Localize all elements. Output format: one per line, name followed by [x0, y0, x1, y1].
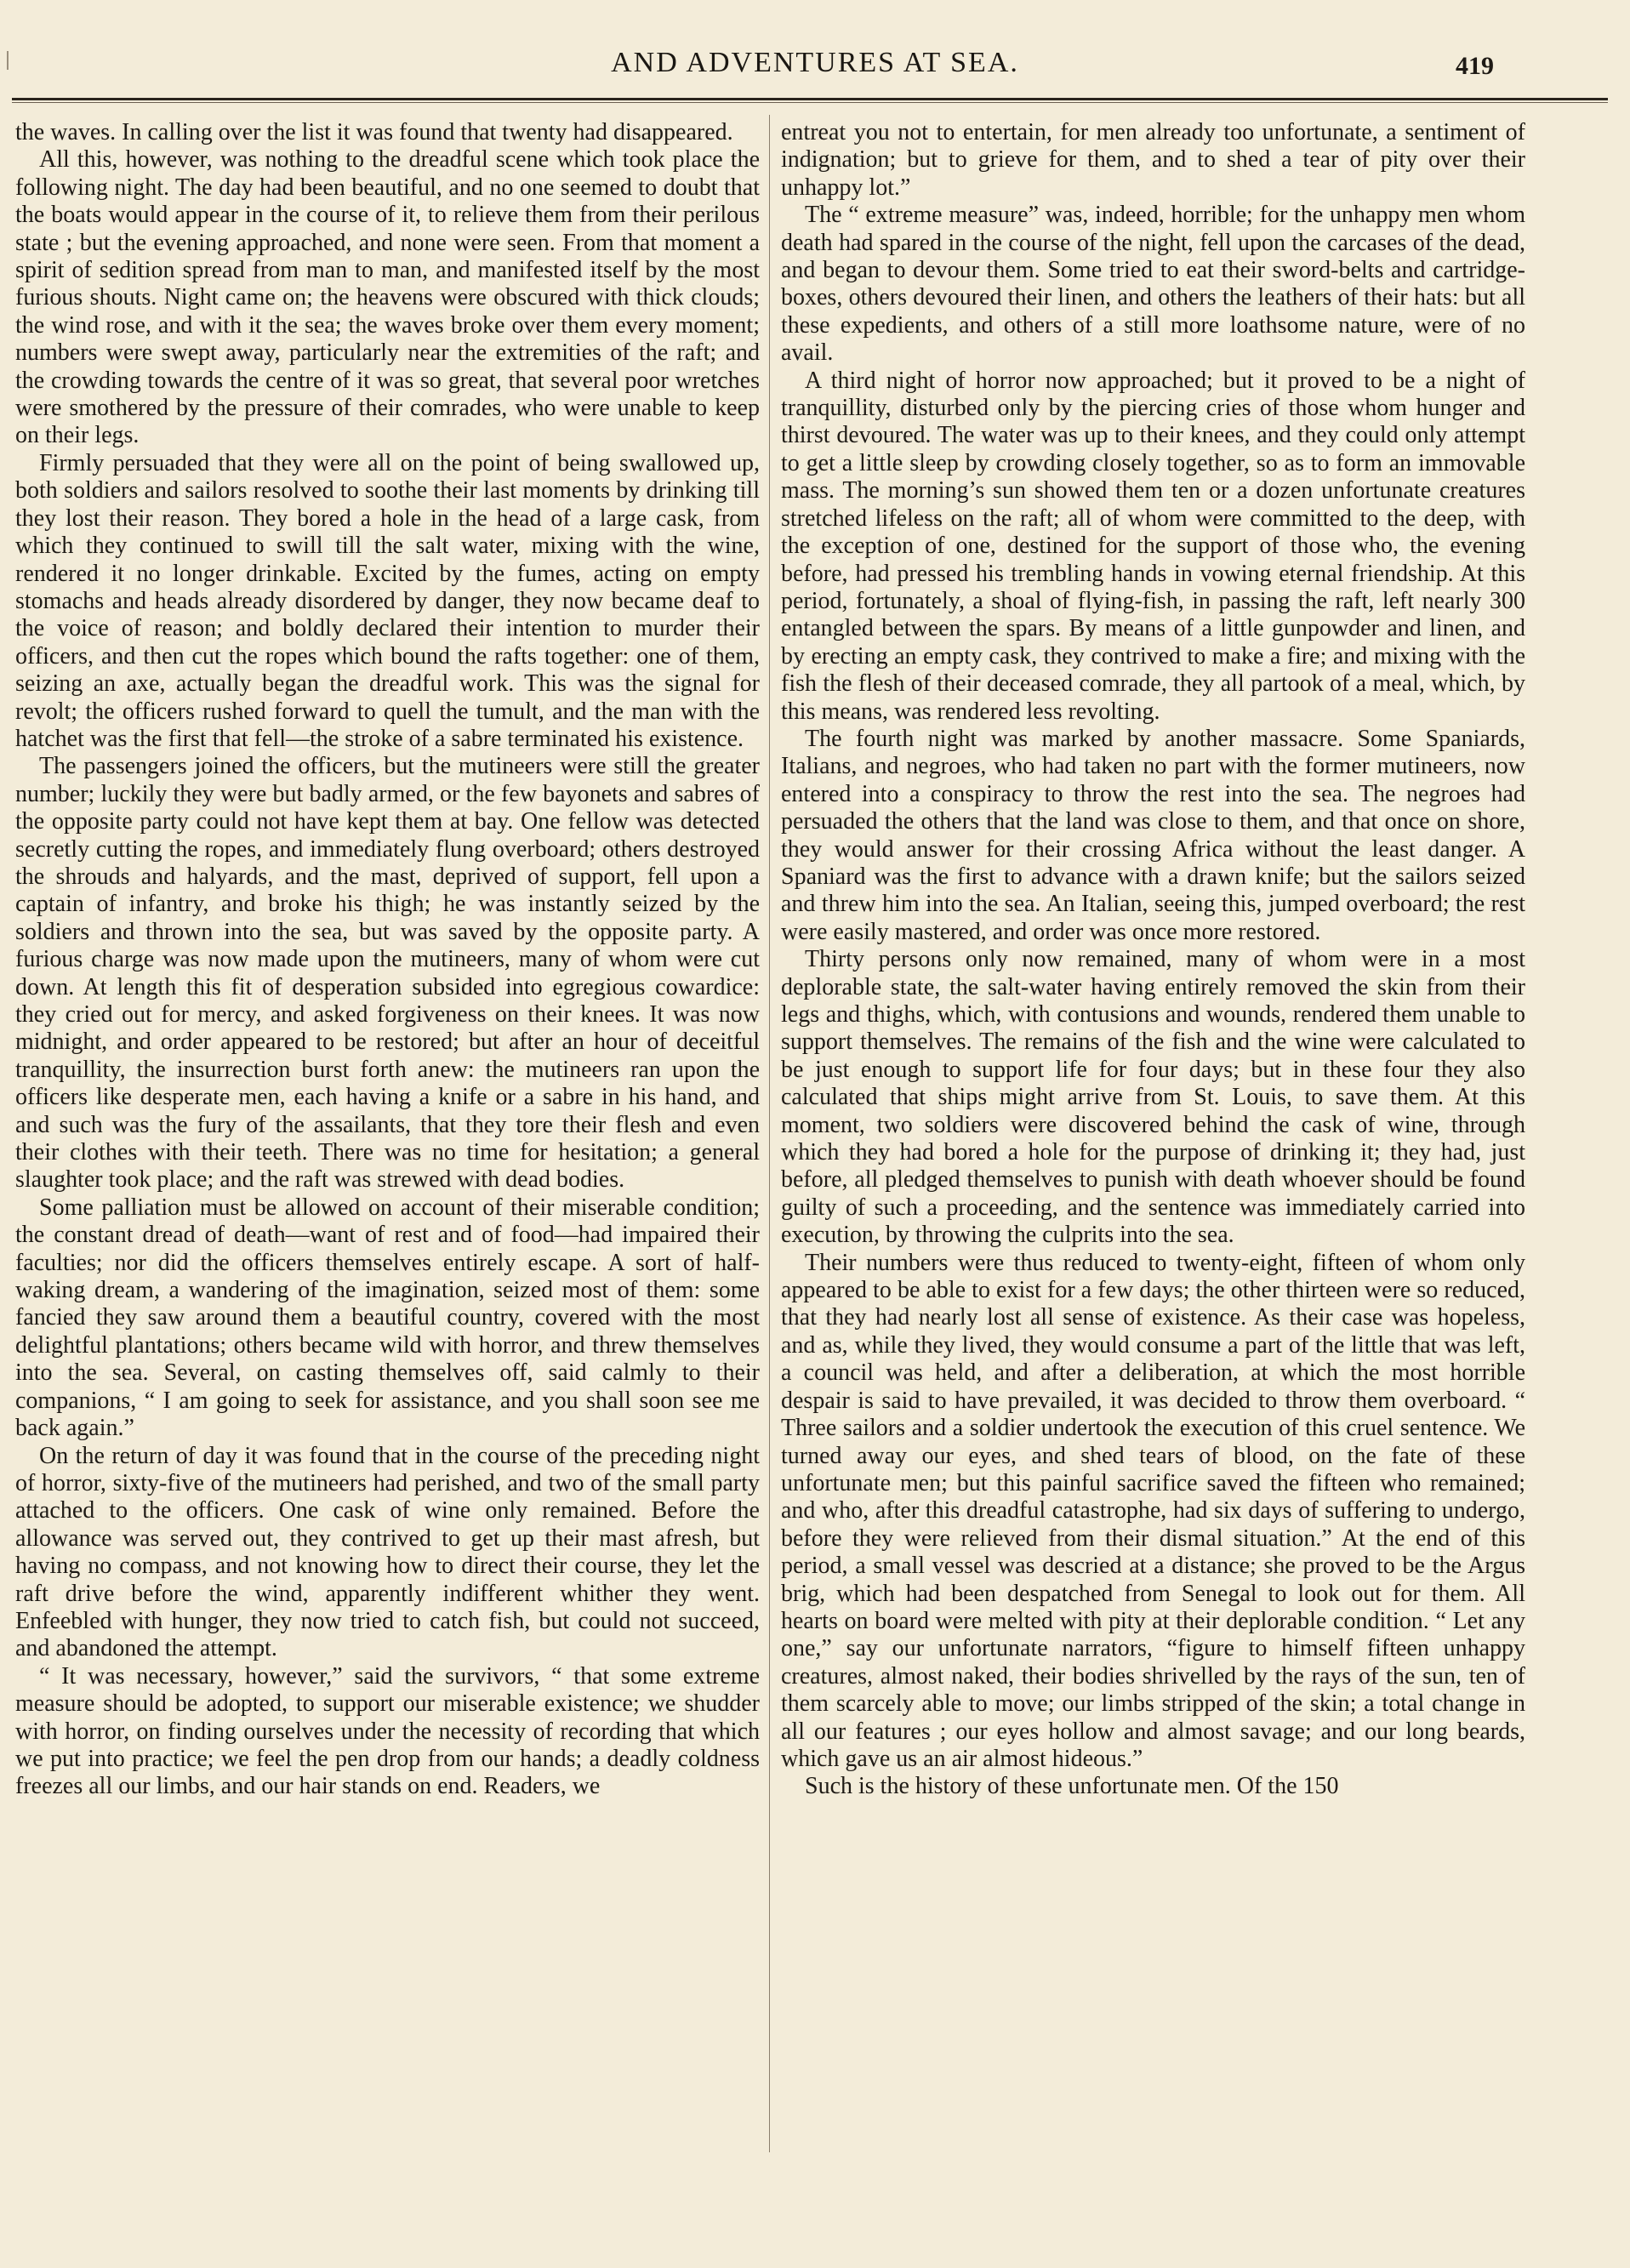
paragraph: The fourth night was marked by another massacre. Some Spaniards, Italians, and negroes, who had taken no part with the former mutineers, now entered into a conspiracy to throw the rest into the sea. The negroes had persuaded the others that the land was close to them, and that once on shore, they would answer for their crossing Africa without the least danger. A Spaniard was the first to advance with a drawn knife; but the sailors seized and threw him into the sea. An Italian, seeing this, jumped overboard; the rest were easily mastered, and order was once more restored. — [781, 725, 1525, 945]
left-column — [15, 119, 760, 2152]
header-rule-thin — [12, 102, 1608, 103]
paragraph: A third night of horror now approached; but it proved to be a night of tranquillity, disturbed only by the piercing cries of those whom hunger and thirst devoured. The water was up to their knees, and they could only attempt to get a little sleep by crowding closely together, so as to form an immovable mass. The morning’s sun showed them ten or a dozen unfortunate creatures stretched lifeless on the raft; all of whom were committed to the deep, with the exception of one, destined for the support of those who, the evening before, had pressed his trembling hands in vowing eternal friendship. At this period, fortunately, a shoal of flying-fish, in passing the raft, left nearly 300 entangled between the spars. By means of a little gunpowder and linen, and by erecting an empty cask, they contrived to make a fire; and mixing with the fish the flesh of their deceased comrade, they all partook of a meal, which, by this means, was rendered less revolting. — [781, 367, 1525, 725]
paragraph: Some palliation must be allowed on account of their miserable condition; the constant dread of death—want of rest and of food—had impaired their faculties; nor did the officers themselves entirely escape. A sort of half-waking dream, a wandering of the imagination, seized most of them: some fancied they saw around them a beautiful country, covered with the most delightful plantations; others became wild with horror, and threw themselves into the sea. Several, on casting themselves off, said calmly to their companions, “ I am going to seek for assistance, and you shall soon see me back again.” — [15, 1194, 760, 1442]
paragraph: entreat you not to entertain, for men already too unfortunate, a sentiment of indignation; but to grieve for them, and to shed a tear of pity over their unhappy lot.” — [781, 119, 1525, 201]
paragraph: The passengers joined the officers, but the mutineers were still the greater number; luckily they were but badly armed, or the few bayonets and sabres of the opposite party could not have kept them at bay. One fellow was detected secretly cutting the ropes, and immediately flung overboard; others destroyed the shrouds and halyards, and the mast, deprived of support, fell upon a captain of infantry, and broke his thigh; he was instantly seized by the soldiers and thrown into the sea, but was saved by the opposite party. A furious charge was now made upon the mutineers, many of whom were cut down. At length this fit of desperation subsided into egregious cowardice: they cried out for mercy, and asked forgiveness on their knees. It was now midnight, and order appeared to be restored; but after an hour of deceitful tranquillity, the insurrection burst forth anew: the mutineers ran upon the officers like desperate men, each having a knife or a sabre in his hand, and and such was the fury of the assailants, that they tore their flesh and even their clothes with their teeth. There was no time for hesitation; a general slaughter took place; and the raft was strewed with dead bodies. — [15, 753, 760, 1194]
header-rule — [12, 98, 1608, 100]
right-column — [781, 119, 1525, 2152]
column-divider — [769, 115, 770, 2152]
running-head: AND ADVENTURES AT SEA. — [611, 47, 1019, 78]
page-header — [0, 47, 1630, 89]
page-number: 419 — [1456, 52, 1494, 80]
paragraph: “ It was necessary, however,” said the survivors, “ that some extreme measure should be adopted, to support our miserable existence; we shudder with horror, on finding ourselves under the necessity of recording that which we put into practice; we feel the pen drop from our hands; a deadly coldness freezes all our limbs, and our hair stands on end. Readers, we — [15, 1662, 760, 1800]
paragraph: Such is the history of these unfortunate men. Of the 150 — [805, 1773, 1339, 1800]
paragraph: The “ extreme measure” was, indeed, horrible; for the unhappy men whom death had spared in the course of the night, fell upon the carcases of the dead, and began to devour them. Some tried to eat their sword-belts and cartridge-boxes, others devoured their linen, and others the leathers of their hats: but all these expedients, and others of a still more loathsome nature, were of no avail. — [781, 202, 1525, 367]
paragraph: the waves. In calling over the list it was found that twenty had disappeared. — [15, 119, 733, 145]
paragraph: On the return of day it was found that in the course of the preceding night of horror, sixty-five of the mutineers had perished, and two of the small party attached to the officers. One cask of wine only remained. Before the allowance was served out, they contrived to get up their mast afresh, but having no compass, and not knowing how to direct their course, they let the raft drive before the wind, apparently indifferent whither they went. Enfeebled with hunger, they now tried to catch fish, but could not succeed, and abandoned the attempt. — [15, 1442, 760, 1662]
paragraph: Thirty persons only now remained, many of whom were in a most deplorable state, the salt-water having entirely removed the skin from their legs and thighs, which, with contusions and wounds, rendered them unable to support themselves. The remains of the fish and the wine were calculated to be just enough to support life for four days; but in these four they also calculated that ships might arrive from St. Louis, to save them. At this moment, two soldiers were discovered behind the cask of wine, through which they had bored a hole for the purpose of drinking it; they had, just before, all pledged themselves to punish with death whoever should be found guilty of such a proceeding, and the sentence was immediately carried into execution, by throwing the culprits into the sea. — [781, 946, 1525, 1249]
paragraph: All this, however, was nothing to the dreadful scene which took place the following night. The day had been beautiful, and no one seemed to doubt that the boats would appear in the course of it, to relieve them from their perilous state ; but the evening approached, and none were seen. From that moment a spirit of sedition spread from man to man, and manifested itself by the most furious shouts. Night came on; the heavens were obscured with thick clouds; the wind rose, and with it the sea; the waves broke over them every moment; numbers were swept away, particularly near the extremities of the raft; and the crowding towards the centre of it was so great, that several poor wretches were smothered by the pressure of their comrades, who were unable to keep on their legs. — [15, 146, 760, 449]
paragraph: Their numbers were thus reduced to twenty-eight, fifteen of whom only appeared to be able to exist for a few days; the other thirteen were so reduced, that they had nearly lost all sense of existence. As their case was hopeless, and as, while they lived, they would consume a part of the little that was left, a council was held, and after a deliberation, at which the most horrible despair is said to have prevailed, it was decided to throw them overboard. “ Three sailors and a soldier undertook the execution of this cruel sentence. We turned away our eyes, and shed tears of blood, on the fate of these unfortunate men; but this painful sacrifice saved the fifteen who remained; and who, after this dreadful catastrophe, had six days of suffering to undergo, before they were relieved from their dismal situation.” At the end of this period, a small vessel was descried at a distance; she proved to be the Argus brig, which had been despatched from Senegal to look out for them. All hearts on board were melted with pity at their deplorable condition. “ Let any one,” say our unfortunate narrators, “figure to himself fifteen unhappy creatures, almost naked, their bodies shrivelled by the rays of the sun, ten of them scarcely able to move; our limbs stripped of the skin; a total change in all our features ; our eyes hollow and almost savage; and our long beards, which gave us an air almost hideous.” — [781, 1249, 1525, 1772]
paragraph: Firmly persuaded that they were all on the point of being swallowed up, both soldiers and sailors resolved to soothe their last moments by drinking till they lost their reason. They bored a hole in the head of a large cask, from which they continued to swill till the salt water, mixing with the wine, rendered it no longer drinkable. Excited by the fumes, acting on empty stomachs and heads already disordered by danger, they now became deaf to the voice of reason; and boldly declared their intention to murder their officers, and then cut the ropes which bound the rafts together: one of them, seizing an axe, actually began the dreadful work. This was the signal for revolt; the officers rushed forward to quell the tumult, and the man with the hatchet was the first that fell—the stroke of a sabre terminated his existence. — [15, 449, 760, 752]
